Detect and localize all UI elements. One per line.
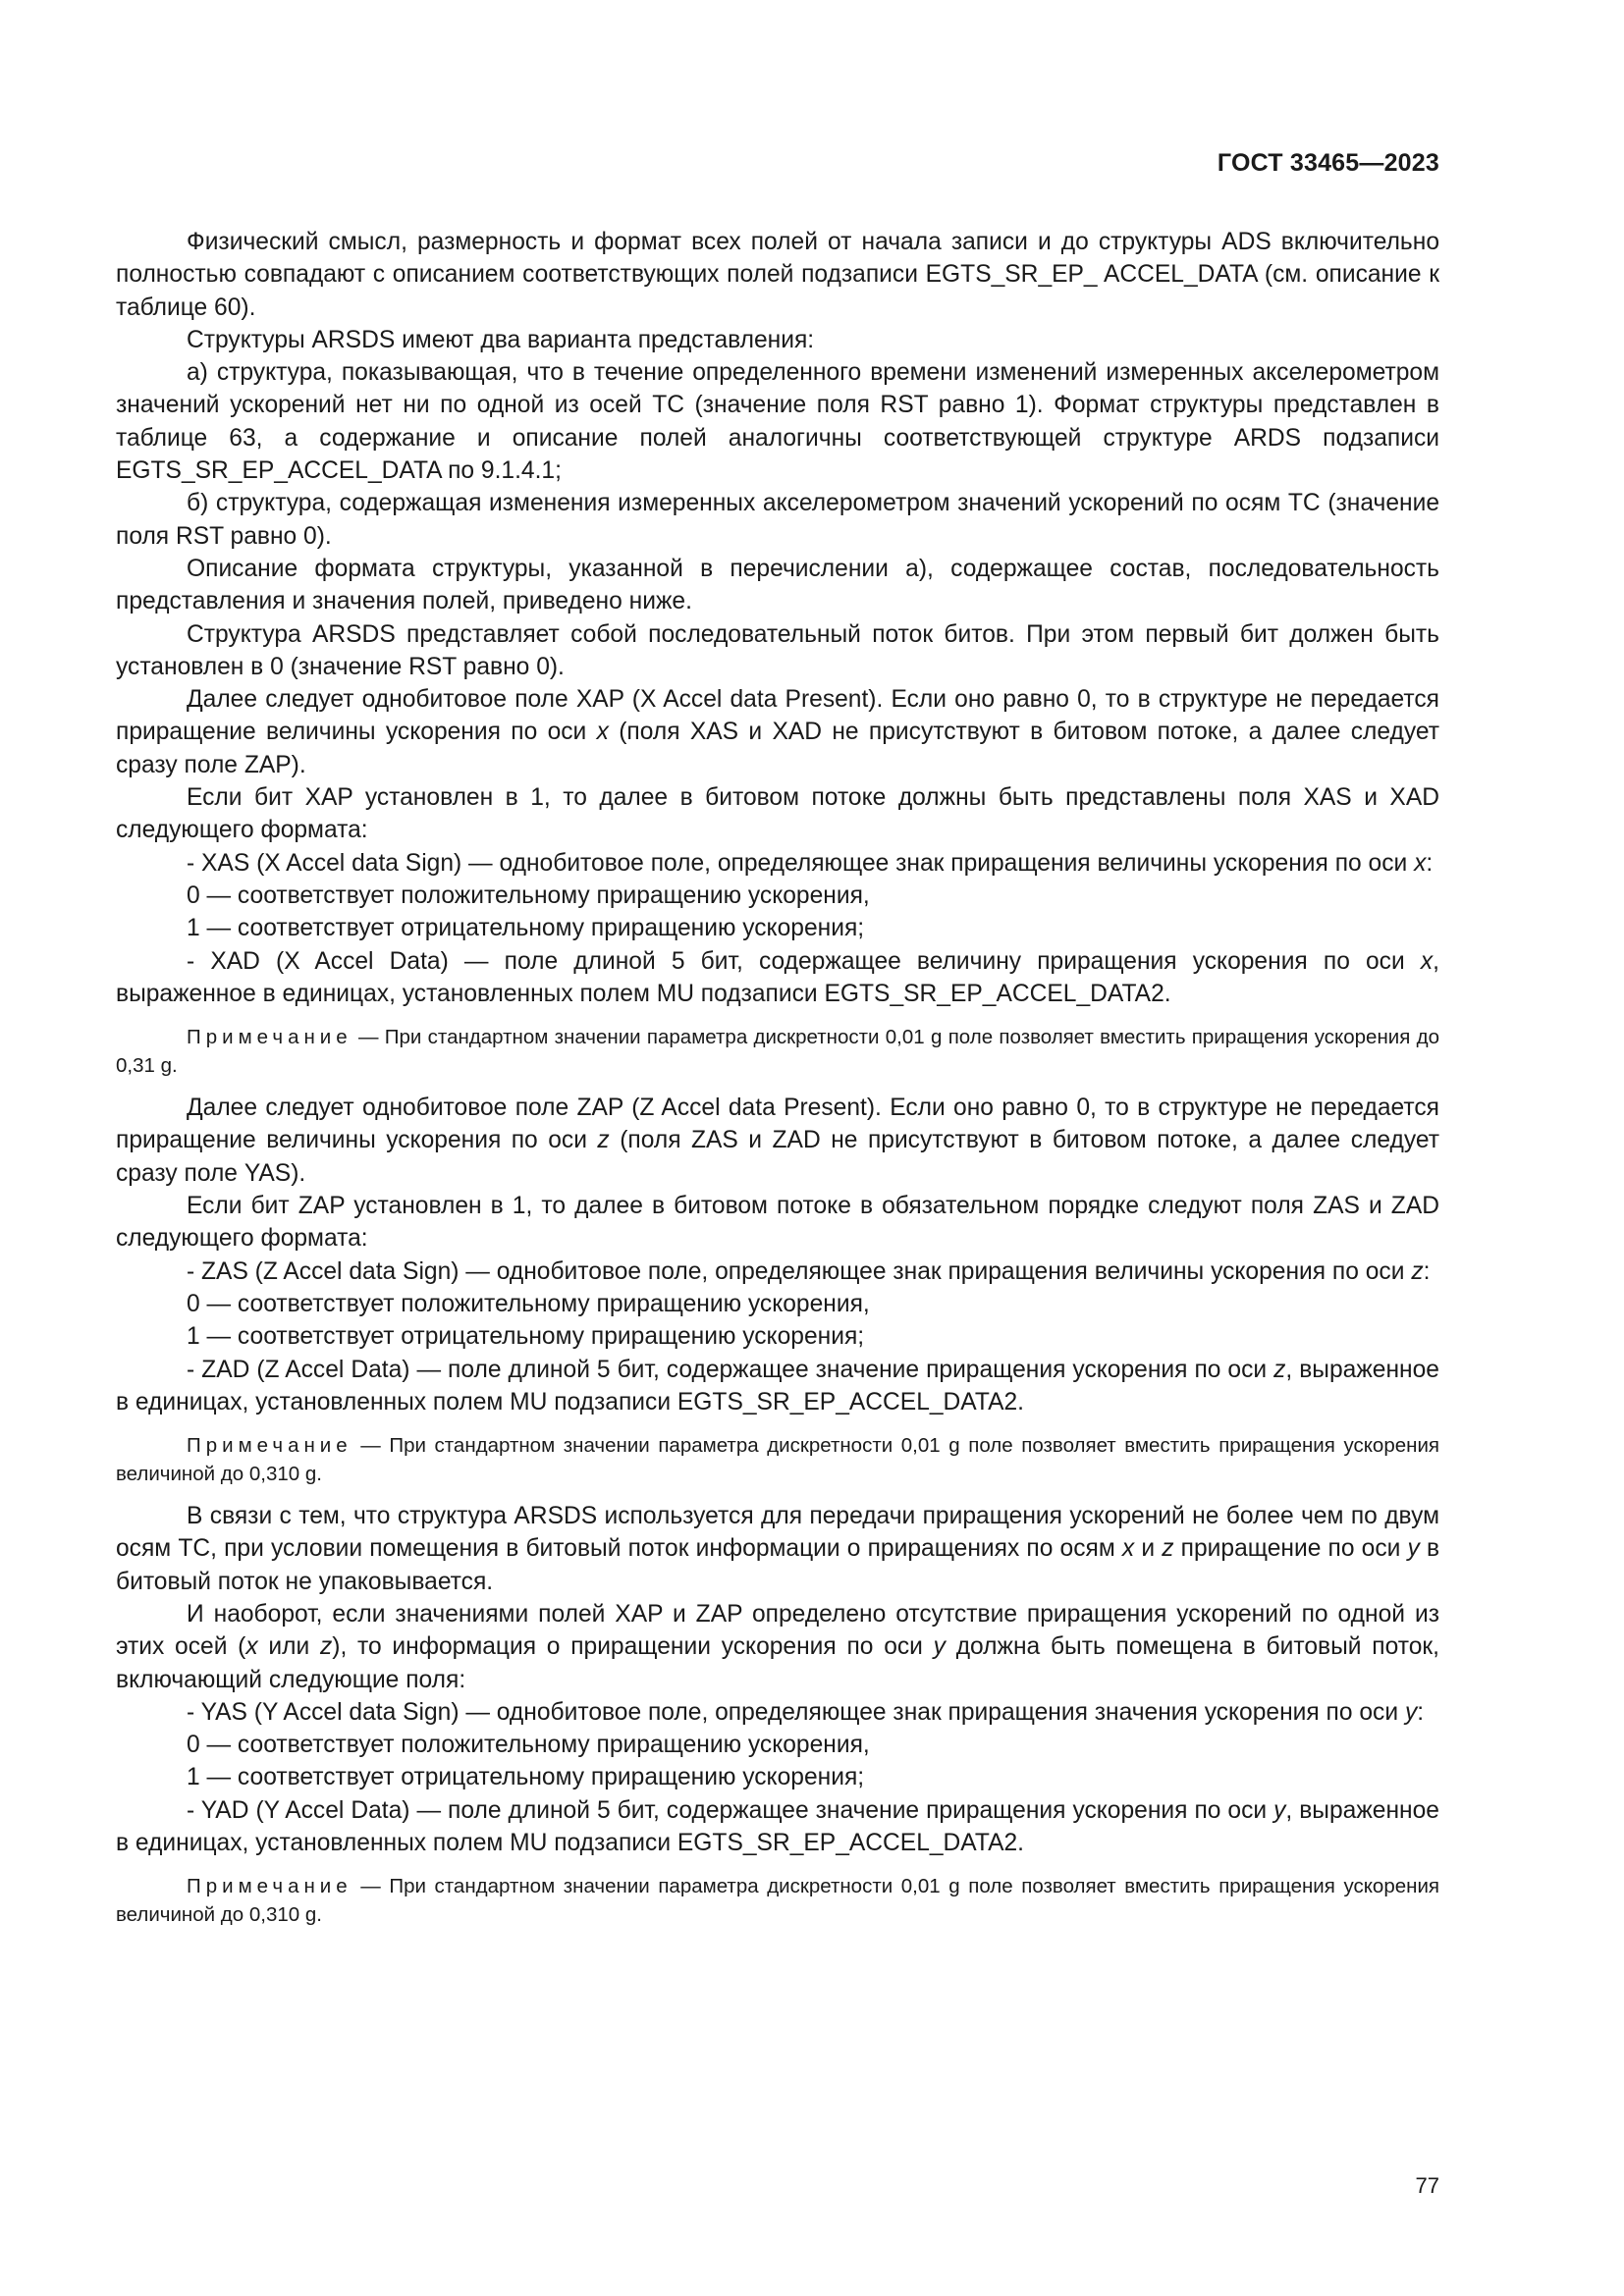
paragraph: Физический смысл, размерность и формат всех полей от начала записи и до структуры ADS включительно полностью совпадают с описанием соответствующих полей подзаписи EGTS_SR_EP_ ACCEL_DATA (см. описание к таблице 60). [116,229,1439,321]
note-label: Примечание [187,1875,352,1898]
note: Примечание — При стандартном значении параметра дискретности 0,01 g поле позволяет вместить приращения ускорения величиной до 0,310 g. [116,1875,1439,1927]
note-label: Примечание [187,1434,352,1458]
paragraph: Далее следует однобитовое поле XAP (X Accel data Present). Если оно равно 0, то в структуре не передается приращение величины ускорения по оси x (поля XAS и XAD не присутствуют в битовом потоке, а далее следует сразу поле ZAP). [116,686,1439,778]
note: Примечание — При стандартном значении параметра дискретности 0,01 g поле позволяет вместить приращения ускорения величиной до 0,310 g. [116,1434,1439,1486]
list-item: 1 — соответствует отрицательному приращению ускорения; [187,915,865,942]
document-body [116,226,1439,1941]
list-item: - XAD (X Accel Data) — поле длиной 5 бит, содержащее величину приращения ускорения по оси x, выраженное в единицах, установленных полем MU подзаписи EGTS_SR_EP_ACCEL_DATA2. [116,947,1439,1007]
paragraph: Если бит XAP установлен в 1, то далее в битовом потоке должны быть представлены поля XAS и XAD следующего формата: [116,784,1439,844]
list-item: 0 — соответствует положительному приращению ускорения, [187,1290,870,1317]
paragraph: а) структура, показывающая, что в течение определенного времени изменений измеренных акселерометром значений ускорений нет ни по одной из осей ТС (значение поля RST равно 1). Формат структуры представлен в таблице 63, а содержание и описание полей аналогичны соответствующей структуре ARDS подзаписи EGTS_SR_EP_ACCEL_DATA по 9.1.4.1; [116,359,1439,485]
list-item: - YAD (Y Accel Data) — поле длиной 5 бит, содержащее значение приращения ускорения по оси y, выраженное в единицах, установленных полем MU подзаписи EGTS_SR_EP_ACCEL_DATA2. [116,1796,1439,1857]
note-label: Примечание [187,1026,352,1049]
paragraph: И наоборот, если значениями полей XAP и ZAP определено отсутствие приращения ускорений по одной из этих осей (x или z), то информация о приращении ускорения по оси y должна быть помещена в битовый поток, включающий следующие поля: [116,1600,1439,1693]
list-item: 0 — соответствует положительному приращению ускорения, [187,1732,870,1759]
list-item: 0 — соответствует положительному приращению ускорения, [187,881,870,909]
paragraph: Структура ARSDS представляет собой последовательный поток битов. При этом первый бит должен быть установлен в 0 (значение RST равно 0). [116,620,1439,680]
paragraph: б) структура, содержащая изменения измеренных акселерометром значений ускорений по осям ТС (значение поля RST равно 0). [116,490,1439,550]
paragraph: Далее следует однобитовое поле ZAP (Z Accel data Present). Если оно равно 0, то в структуре не передается приращение величины ускорения по оси z (поля ZAS и ZAD не присутствуют в битовом потоке, а далее следует сразу поле YAS). [116,1095,1439,1187]
list-item: 1 — соответствует отрицательному приращению ускорения; [187,1323,865,1351]
list-item: - ZAS (Z Accel data Sign) — однобитовое поле, определяющее знак приращения величины ускорения по оси z: [187,1257,1431,1285]
list-item: - YAS (Y Accel data Sign) — однобитовое поле, определяющее знак приращения значения ускорения по оси y: [187,1698,1425,1726]
list-item: - XAS (X Accel data Sign) — однобитовое поле, определяющее знак приращения величины ускорения по оси x: [187,849,1434,877]
paragraph: В связи с тем, что структура ARSDS используется для передачи приращения ускорений не более чем по двум осям ТС, при условии помещения в битовый поток информации о приращениях по осям x и z приращение по оси y в битовый поток не упаковывается. [116,1503,1440,1595]
paragraph: Если бит ZAP установлен в 1, то далее в битовом потоке в обязательном порядке следуют поля ZAS и ZAD следующего формата: [116,1193,1439,1253]
note: Примечание — При стандартном значении параметра дискретности 0,01 g поле позволяет вместить приращения ускорения до 0,31 g. [116,1026,1439,1078]
list-item: 1 — соответствует отрицательному приращению ускорения; [187,1764,865,1791]
paragraph: Структуры ARSDS имеют два варианта представления: [187,326,815,353]
page-number: 77 [1415,2173,1439,2198]
document-header: ГОСТ 33465—2023 [1217,149,1439,177]
list-item: - ZAD (Z Accel Data) — поле длиной 5 бит, содержащее значение приращения ускорения по оси z, выраженное в единицах, установленных полем MU подзаписи EGTS_SR_EP_ACCEL_DATA2. [116,1356,1439,1415]
paragraph: Описание формата структуры, указанной в перечислении а), содержащее состав, последовательность представления и значения полей, приведено ниже. [116,555,1439,615]
